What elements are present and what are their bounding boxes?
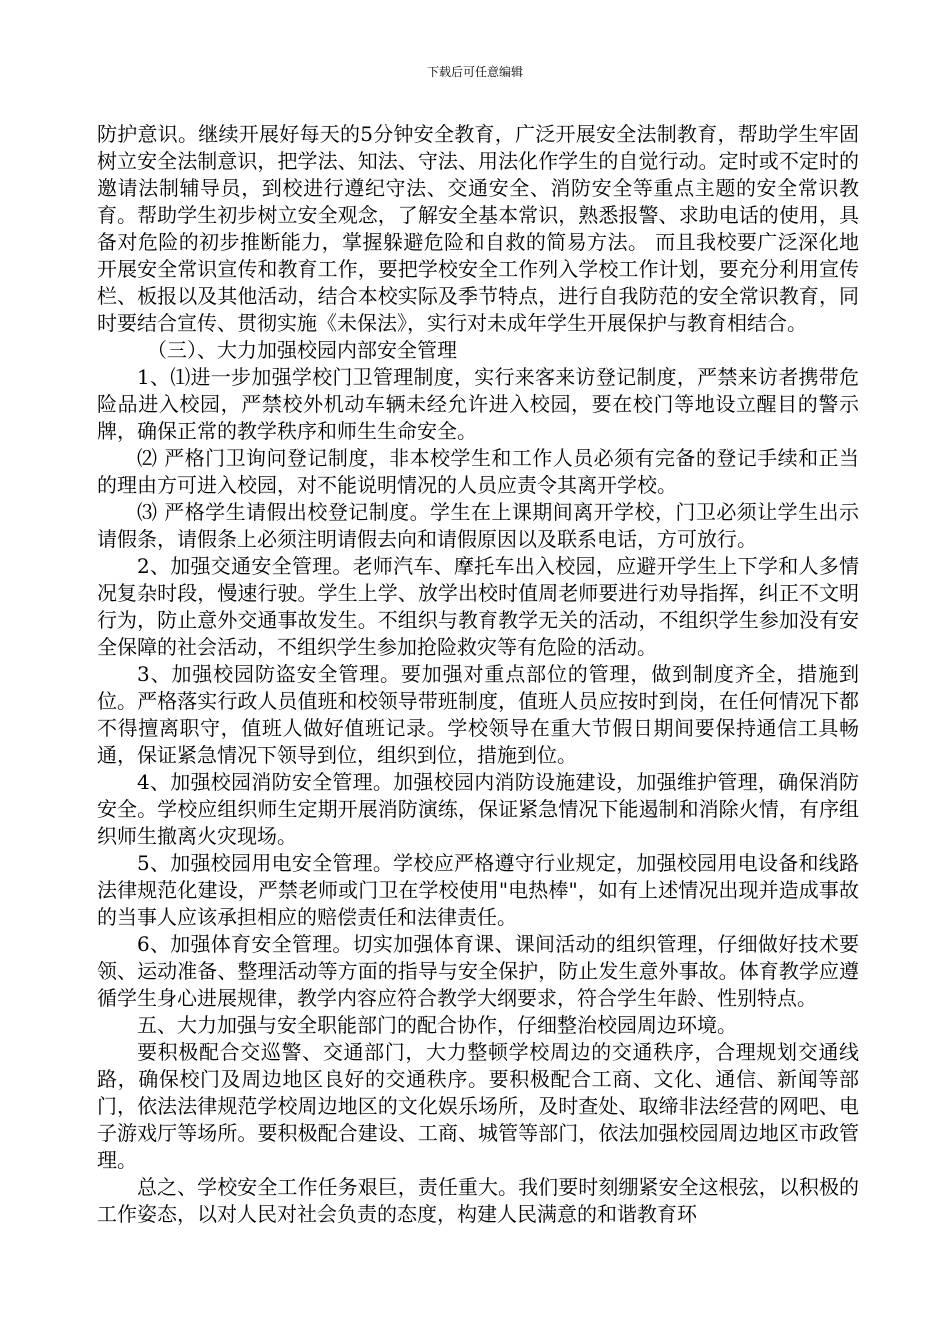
paragraph-theft-prevention: 3、加强校园防盗安全管理。要加强对重点部位的管理，做到制度齐全，措施到位。严格落实行政人员值班和校领导带班制度，值班人员应按时到岗，在任何情况下都不得擅离职守，值班人做好值班记录。学校领导在重大节假日期间要保持通信工具畅通，保证紧急情况下领导到位，组织到位，措施到位。 [97,662,859,767]
paragraph-conclusion: 总之、学校安全工作任务艰巨，责任重大。我们要时刻绷紧安全这根弦，以积极的工作姿态，以对人民对社会负责的态度，构建人民满意的和谐教育环 [97,1175,859,1226]
paragraph-traffic-safety: 2、加强交通安全管理。老师汽车、摩托车出入校园，应避开学生上下学和人多情况复杂时段，慢速行驶。学生上学、放学出校时值周老师要进行劝导指挥，纠正不文明行为，防止意外交通事故发生。不组织与教育教学无关的活动，不组织学生参加没有安全保障的社会活动，不组织学生参加抢险救灾等有危险的活动。 [97,554,859,659]
document-body [97,121,859,1228]
paragraph-electrical-safety: 5、加强校园用电安全管理。学校应严格遵守行业规定，加强校园用电设备和线路法律规范化建设，严禁老师或门卫在学校使用"电热棒"，如有上述情况出现并造成事故的当事人应该承担相应的赔偿责任和法律责任。 [97,851,859,929]
paragraph-surrounding-environment: 要积极配合交巡警、交通部门，大力整顿学校周边的交通秩序，合理规划交通线路，确保校门及周边地区良好的交通秩序。要积极配合工商、文化、通信、新闻等部门，依法法律规范学校周边地区的文化娱乐场所，及时查处、取缔非法经营的网吧、电子游戏厅等场所。要积极配合建设、工商、城管等部门，依法加强校园周边地区市政管理。 [97,1040,859,1172]
paragraph-safety-awareness: 防护意识。继续开展好每天的5分钟安全教育，广泛开展安全法制教育，帮助学生牢固树立安全法制意识，把学法、知法、守法、用法化作学生的自觉行动。定时或不定时的邀请法制辅导员，到校进行遵纪守法、交通安全、消防安全等重点主题的安全常识教育。帮助学生初步树立安全观念，了解安全基本常识，熟悉报警、求助电话的使用，具备对危险的初步推断能力，掌握躲避危险和自救的简易方法。 而且我校要广泛深化地开展安全常识宣传和教育工作，要把学校安全工作列入学校工作计划，要充分利用宣传栏、板报以及其他活动，结合本校实际及季节特点，进行自我防范的安全常识教育，同时要结合宣传、贯彻实施《未保法》，实行对未成年学生开展保护与教育相结合。 [97,122,859,335]
page-header: 下载后可任意编辑 [426,65,523,79]
paragraph-student-leave: ⑶ 严格学生请假出校登记制度。学生在上课期间离开学校，门卫必须让学生出示请假条，请假条上必须注明请假去向和请假原因以及联系电话，方可放行。 [97,500,859,551]
paragraph-fire-safety: 4、加强校园消防安全管理。加强校园内消防设施建设，加强维护管理，确保消防安全。学校应组织师生定期开展消防演练，保证紧急情况下能遏制和消除火情，有序组织师生撤离火灾现场。 [97,770,859,848]
paragraph-gate-management: 1、⑴进一步加强学校门卫管理制度，实行来客来访登记制度，严禁来访者携带危险品进入校园，严禁校外机动车辆未经允许进入校园，要在校门等地设立醒目的警示牌，确保正常的教学秩序和师生生命安全。 [97,365,859,443]
section-heading-internal-safety: （三）、大力加强校园内部安全管理 [147,338,457,362]
section-heading-cooperation: 五、大力加强与安全职能部门的配合协作，仔细整治校园周边环境。 [137,1013,737,1037]
paragraph-sports-safety: 6、加强体育安全管理。切实加强体育课、课间活动的组织管理，仔细做好技术要领、运动准备、整理活动等方面的指导与安全保护，防止发生意外事故。体育教学应遵循学生身心进展规律，教学内容应符合教学大纲要求，符合学生年龄、性别特点。 [97,932,859,1010]
paragraph-visitor-registration: ⑵ 严格门卫询问登记制度，非本校学生和工作人员必须有完备的登记手续和正当的理由方可进入校园，对不能说明情况的人员应责令其离开学校。 [97,446,859,497]
